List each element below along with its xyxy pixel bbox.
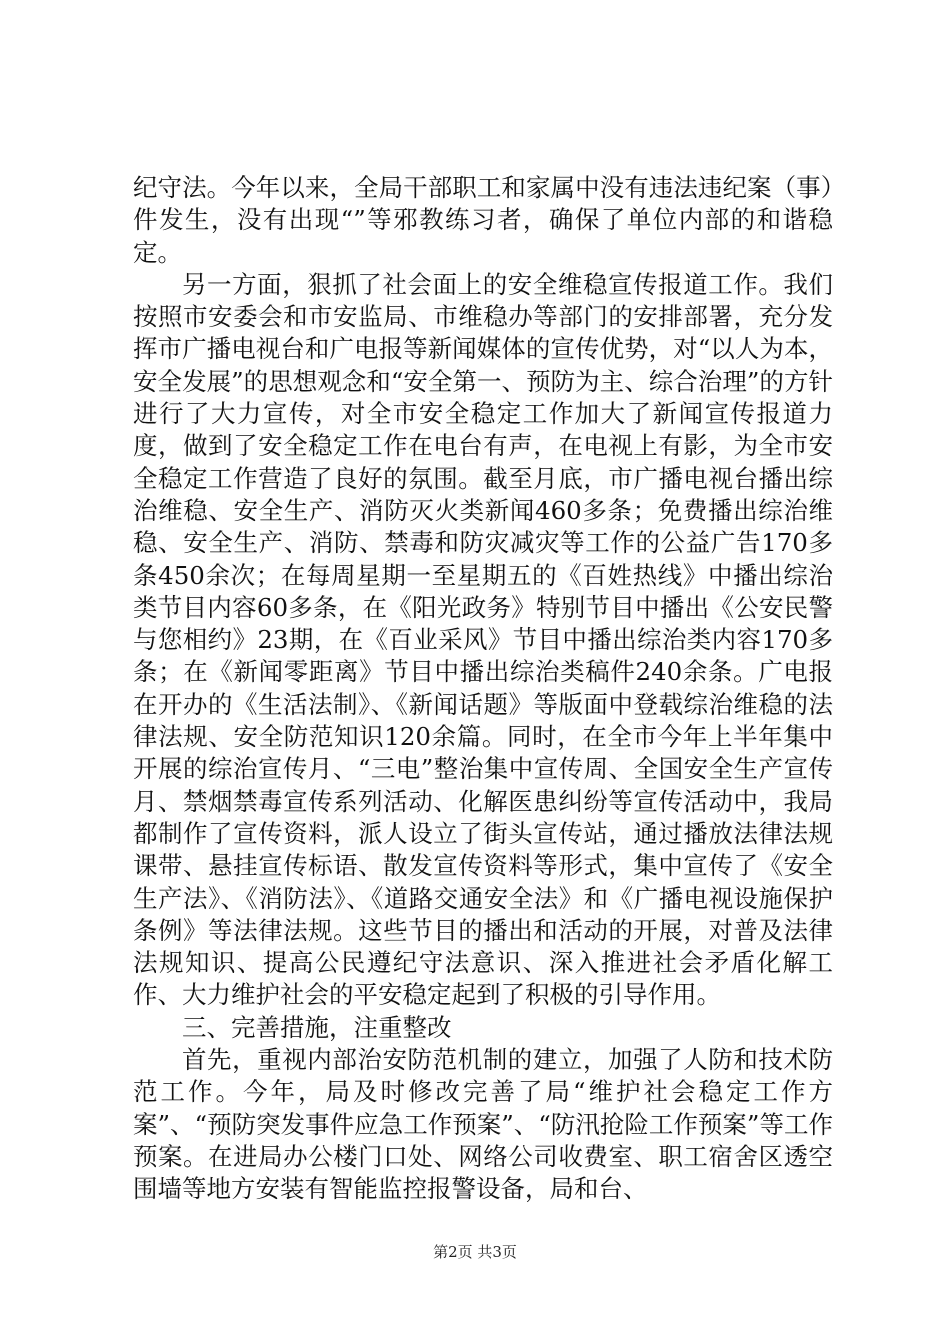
- paragraph-measures: 首先，重视内部治安防范机制的建立，加强了人防和技术防范工作。今年，局及时修改完善了局“维护社会稳定工作方案”、“预防突发事件应急工作预案”、“防汛抢险工作预案”等工作预案。在进局办公楼门口处、网络公司收费室、职工宿舍区透空围墙等地方安装有智能监控报警设备，局和台、: [133, 1045, 833, 1204]
- page-number-footer: 第2页 共3页: [433, 1243, 517, 1261]
- paragraph-continuation: 纪守法。今年以来，全局干部职工和家属中没有违法违纪案（事）件发生，没有出现“”等邪教练习者，确保了单位内部的和谐稳定。: [133, 173, 833, 267]
- paragraph-publicity: 另一方面，狠抓了社会面上的安全维稳宣传报道工作。我们按照市安委会和市安监局、市维稳办等部门的安排部署，充分发挥市广播电视台和广电报等新闻媒体的宣传优势，对“以人为本，安全发展”的思想观念和“安全第一、预防为主、综合治理”的方针进行了大力宣传，对全市安全稳定工作加大了新闻宣传报道力度，做到了安全稳定工作在电台有声，在电视上有影，为全市安全稳定工作营造了良好的氛围。截至月底，市广播电视台播出综治维稳、安全生产、消防灭火类新闻460多条；免费播出综治维稳、安全生产、消防、禁毒和防灾减灾等工作的公益广告170多条450余次；在每周星期一至星期五的《百姓热线》中播出综治类节目内容60多条，在《阳光政务》特别节目中播出《公安民警与您相约》23期，在《百业采风》节目中播出综治类内容170多条；在《新闻零距离》节目中播出综治类稿件240余条。广电报在开办的《生活法制》、《新闻话题》等版面中登载综治维稳的法律法规、安全防范知识120余篇。同时，在全市今年上半年集中开展的综治宣传月、“三电”整治集中宣传周、全国安全生产宣传月、禁烟禁毒宣传系列活动、化解医患纠纷等宣传活动中，我局都制作了宣传资料，派人设立了街头宣传站，通过播放法律法规课带、悬挂宣传标语、散发宣传资料等形式，集中宣传了《安全生产法》、《消防法》、《道路交通安全法》和《广播电视设施保护条例》等法律法规。这些节目的播出和活动的开展，对普及法律法规知识、提高公民遵纪守法意识、深入推进社会矛盾化解工作、大力维护社会的平安稳定起到了积极的引导作用。: [133, 269, 833, 1010]
- document-body: [133, 172, 833, 1206]
- section-heading: 三、完善措施，注重整改: [182, 1012, 452, 1042]
